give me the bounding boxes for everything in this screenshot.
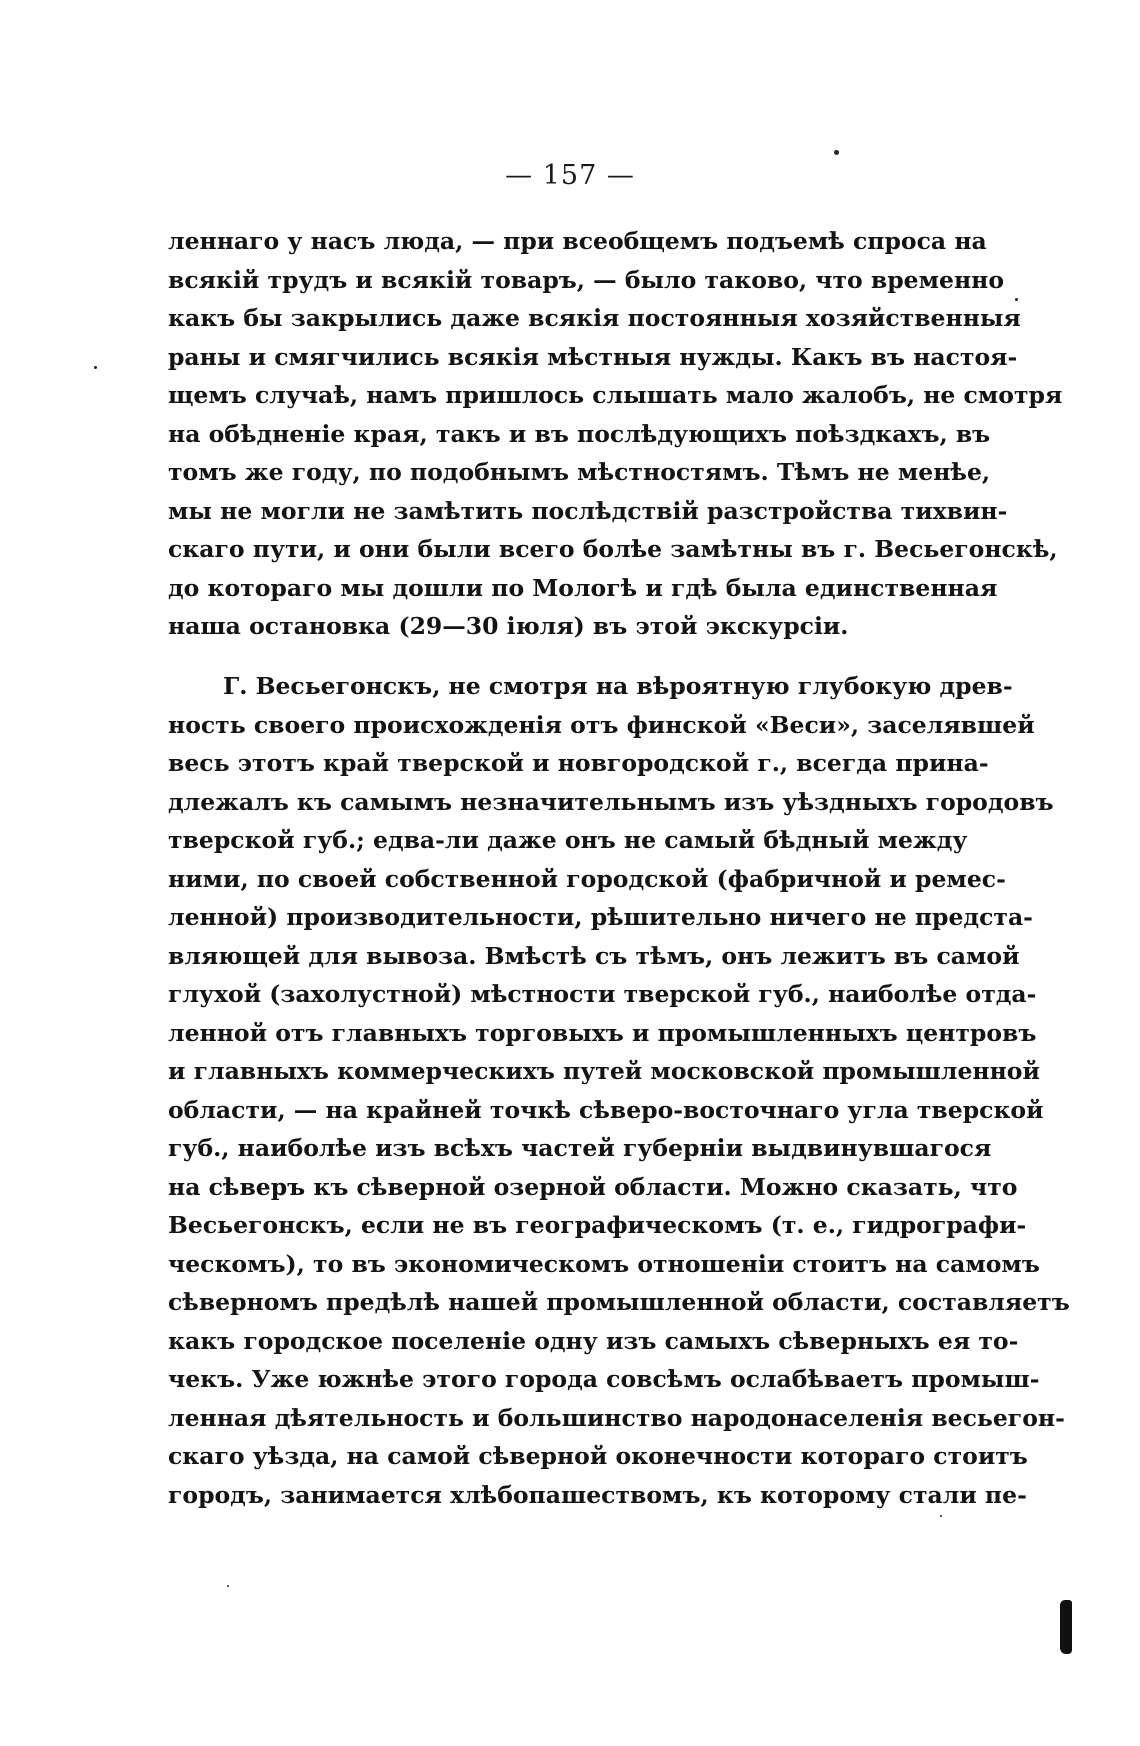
text-line: на обѣдненіе края, такъ и въ послѣдующихъ поѣздкахъ, въ (168, 419, 991, 448)
text-line: чекъ. Уже южнѣе этого города совсѣмъ ослабѣваетъ промыш- (168, 1365, 1040, 1393)
text-line: ними, по своей собственной городской (фабричной и ремес- (168, 864, 1006, 893)
text-line: тверской губ.; едва-ли даже онъ не самый бѣдный между (168, 826, 968, 854)
text-line: скаго уѣзда, на самой сѣверной оконечности котораго стоитъ (168, 1442, 1028, 1470)
text-line: какъ бы закрылись даже всякія постоянныя хозяйственныя (168, 304, 1021, 332)
text-line: губ., наиболѣе изъ всѣхъ частей губерніи выдвинувшагося (168, 1134, 992, 1162)
text-line: ленной отъ главныхъ торговыхъ и промышленныхъ центровъ (168, 1018, 1037, 1047)
text-line: какъ городское поселеніе одну изъ самыхъ сѣверныхъ ея то- (168, 1326, 1019, 1355)
text-line: раны и смягчились всякія мѣстныя нужды. Какъ въ настоя- (168, 342, 1018, 371)
text-line: области, — на крайней точкѣ сѣверо-восточнаго угла тверской (168, 1095, 1044, 1124)
text-line: Г. Весьегонскъ, не смотря на вѣроятную глубокую древ- (223, 672, 1013, 700)
text-line: леннаго у насъ люда, — при всеобщемъ подъемѣ спроса на (168, 227, 987, 255)
scan-speck (1015, 298, 1018, 301)
text-line: мы не могли не замѣтить послѣдствій разстройства тихвин- (168, 496, 1008, 525)
text-line: до котораго мы дошли по Мологѣ и гдѣ была единственная (168, 573, 998, 602)
text-line: весь этотъ край тверской и новгородской г., всегда прина- (168, 749, 989, 777)
text-line: томъ же году, по подобнымъ мѣстностямъ. Тѣмъ не менѣе, (168, 458, 991, 486)
scan-edge-mark (1060, 1600, 1072, 1654)
text-line: ленная дѣятельность и большинство народонаселенія весьегон- (168, 1403, 1065, 1432)
text-line: всякій трудъ и всякій товаръ, — было таково, что временно (168, 265, 1005, 294)
text-line: ленной) производительности, рѣшительно ничего не предста- (168, 903, 1033, 931)
text-line: и главныхъ коммерческихъ путей московской промышленной (168, 1057, 1040, 1085)
scan-speck (940, 1515, 942, 1517)
text-line: щемъ случаѣ, намъ пришлось слышать мало жалобъ, не смотря (168, 381, 1063, 409)
text-line: на сѣверъ къ сѣверной озерной области. Можно сказать, что (168, 1172, 1018, 1201)
scan-speck (227, 1585, 229, 1587)
text-line: Весьегонскъ, если не въ географическомъ (т. е., гидрографи- (168, 1211, 1027, 1239)
text-line: скаго пути, и они были всего болѣе замѣтны въ г. Весьегонскѣ, (168, 535, 1058, 563)
page-number: — 157 — (505, 160, 635, 191)
text-line: городъ, занимается хлѣбопашествомъ, къ которому стали пе- (168, 1480, 1027, 1509)
text-line: вляющей для вывоза. Вмѣстѣ съ тѣмъ, онъ лежитъ въ самой (168, 941, 1020, 970)
scan-speck (94, 366, 97, 369)
paragraph-1 (168, 222, 1063, 646)
paragraph-2 (168, 667, 1070, 1514)
text-line: ческомъ), то въ экономическомъ отношеніи стоитъ на самомъ (168, 1249, 1040, 1278)
text-line: наша остановка (29—30 іюля) въ этой экскурсіи. (168, 612, 849, 640)
text-line: ность своего происхожденія отъ финской «Веси», заселявшей (168, 710, 1035, 739)
scan-speck (834, 150, 839, 155)
text-line: длежалъ къ самымъ незначительнымъ изъ уѣздныхъ городовъ (168, 787, 1054, 816)
text-line: сѣверномъ предѣлѣ нашей промышленной области, составляетъ (168, 1288, 1070, 1316)
text-line: глухой (захолустной) мѣстности тверской губ., наиболѣе отда- (168, 980, 1037, 1008)
